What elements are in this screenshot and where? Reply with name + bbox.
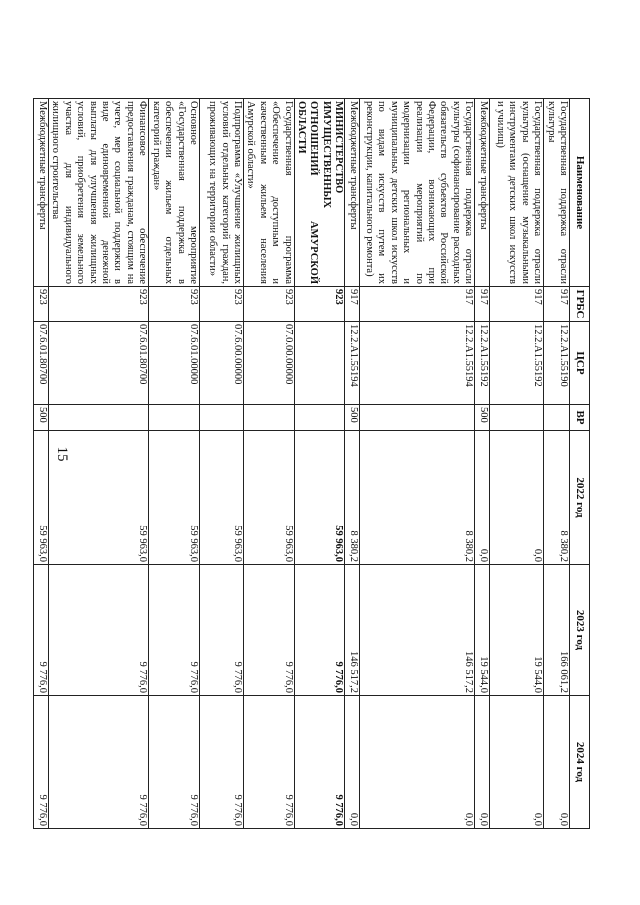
table-row: [490, 99, 544, 829]
header-vr: ВР: [570, 405, 590, 431]
cell-2024: 9 776,0: [243, 696, 294, 829]
table-header-row: [570, 99, 590, 829]
cell-2024: 0,0: [544, 696, 570, 829]
table-row: [345, 99, 360, 829]
cell-vr: [49, 405, 149, 431]
table-row: [475, 99, 490, 829]
cell-2024: 9 776,0: [149, 696, 200, 829]
cell-grbs: 923: [243, 287, 294, 322]
cell-2022: 59 963,0: [243, 431, 294, 565]
cell-grbs: 923: [149, 287, 200, 322]
table-row: [34, 99, 49, 829]
header-grbs: ГРБС: [570, 287, 590, 322]
page-number: 15: [54, 446, 70, 462]
cell-grbs: 917: [475, 287, 490, 322]
cell-2024: 0,0: [475, 696, 490, 829]
cell-csr: 07.6.01.80700: [49, 322, 149, 405]
cell-grbs: 923: [34, 287, 49, 322]
cell-name: Основное мероприятие «Государственная поддержка в обеспечении жильем отдельных категорий граждан»: [149, 99, 200, 287]
cell-name: Межбюджетные трансферты: [475, 99, 490, 287]
table-row: [360, 99, 475, 829]
cell-2022: 59 963,0: [199, 431, 243, 565]
cell-2023: 9 776,0: [49, 565, 149, 696]
cell-2022: 59 963,0: [49, 431, 149, 565]
cell-2022: 59 963,0: [34, 431, 49, 565]
cell-2024: 9 776,0: [199, 696, 243, 829]
cell-2022: 59 963,0: [294, 431, 345, 565]
cell-grbs: 923: [294, 287, 345, 322]
cell-2024: 9 776,0: [294, 696, 345, 829]
budget-table: [33, 98, 590, 829]
cell-name: Финансовое обеспечение предоставления гражданам, стоящим на учете, мер социальной поддержки в виде единовременной денежной выплаты для улучшения жилищных условий, приобретения земельного участка для индивидуального жилищного строительства: [49, 99, 149, 287]
cell-2022: 59 963,0: [149, 431, 200, 565]
cell-2024: 0,0: [360, 696, 475, 829]
cell-2023: 9 776,0: [34, 565, 49, 696]
cell-vr: 500: [475, 405, 490, 431]
table-row-ministry: [294, 99, 345, 829]
header-2024: 2024 год: [570, 696, 590, 829]
cell-vr: [294, 405, 345, 431]
cell-2023: 9 776,0: [199, 565, 243, 696]
header-2023: 2023 год: [570, 565, 590, 696]
cell-vr: 500: [34, 405, 49, 431]
cell-vr: [149, 405, 200, 431]
cell-2023: 146 517,2: [360, 565, 475, 696]
cell-2022: 0,0: [475, 431, 490, 565]
cell-2022: 0,0: [490, 431, 544, 565]
cell-vr: [243, 405, 294, 431]
cell-name: Межбюджетные трансферты: [34, 99, 49, 287]
table-row: [544, 99, 570, 829]
cell-csr: 12.2.А1.55190: [544, 322, 570, 405]
cell-csr: 12.2.А1.55194: [345, 322, 360, 405]
cell-2023: 19 544,0: [475, 565, 490, 696]
cell-grbs: 917: [345, 287, 360, 322]
table-row: [199, 99, 243, 829]
cell-2022: 8 380,2: [544, 431, 570, 565]
table-row: [49, 99, 149, 829]
cell-csr: [294, 322, 345, 405]
cell-csr: 07.6.01.00000: [149, 322, 200, 405]
cell-grbs: 923: [49, 287, 149, 322]
cell-2023: 9 776,0: [149, 565, 200, 696]
cell-name: Межбюджетные трансферты: [345, 99, 360, 287]
cell-name: Подпрограмма «Улучшение жилищных условий отдельных категорий граждан, проживающих на территории области»: [199, 99, 243, 287]
cell-vr: [360, 405, 475, 431]
cell-grbs: 917: [360, 287, 475, 322]
cell-name: Государственная поддержка отрасли культуры: [544, 99, 570, 287]
cell-2023: 9 776,0: [294, 565, 345, 696]
cell-name: МИНИСТЕРСТВО ИМУЩЕСТВЕННЫХ ОТНОШЕНИЙ АМУРСКОЙ ОБЛАСТИ: [294, 99, 345, 287]
cell-vr: [199, 405, 243, 431]
header-name: Наименование: [570, 99, 590, 287]
cell-csr: 07.6.00.00000: [199, 322, 243, 405]
table-row: [149, 99, 200, 829]
cell-grbs: 917: [490, 287, 544, 322]
cell-2023: 19 544,0: [490, 565, 544, 696]
cell-2023: 146 517,2: [345, 565, 360, 696]
cell-name: Государственная поддержка отрасли культуры (софинансирование расходных обязательств субъектов Российской Федерации, возникающих при реализации мероприятий по модернизации региональных и муниципальных детских школ искусств по видам искусств путем их реконструкции, капитального ремонта): [360, 99, 475, 287]
cell-2024: 0,0: [345, 696, 360, 829]
cell-2023: 9 776,0: [243, 565, 294, 696]
cell-2023: 166 061,2: [544, 565, 570, 696]
cell-grbs: 917: [544, 287, 570, 322]
cell-name: Государственная поддержка отрасли культуры (оснащение музыкальными инструментами детских школ искусств и училищ): [490, 99, 544, 287]
cell-name: Государственная программа «Обеспечение доступным и качественным жильем населения Амурской области»: [243, 99, 294, 287]
cell-vr: [490, 405, 544, 431]
header-csr: ЦСР: [570, 322, 590, 405]
table-row: [243, 99, 294, 829]
cell-csr: 07.0.00.00000: [243, 322, 294, 405]
budget-table-container: [37, 98, 590, 828]
header-2022: 2022 год: [570, 431, 590, 565]
cell-grbs: 923: [199, 287, 243, 322]
cell-2022: 8 380,2: [345, 431, 360, 565]
cell-vr: 500: [345, 405, 360, 431]
cell-csr: 12.2.А1.55192: [475, 322, 490, 405]
cell-csr: 12.2.А1.55194: [360, 322, 475, 405]
cell-2024: 9 776,0: [34, 696, 49, 829]
cell-2022: 8 380,2: [360, 431, 475, 565]
cell-2024: 9 776,0: [49, 696, 149, 829]
cell-csr: 12.2.А1.55192: [490, 322, 544, 405]
cell-vr: [544, 405, 570, 431]
cell-csr: 07.6.01.80700: [34, 322, 49, 405]
cell-2024: 0,0: [490, 696, 544, 829]
